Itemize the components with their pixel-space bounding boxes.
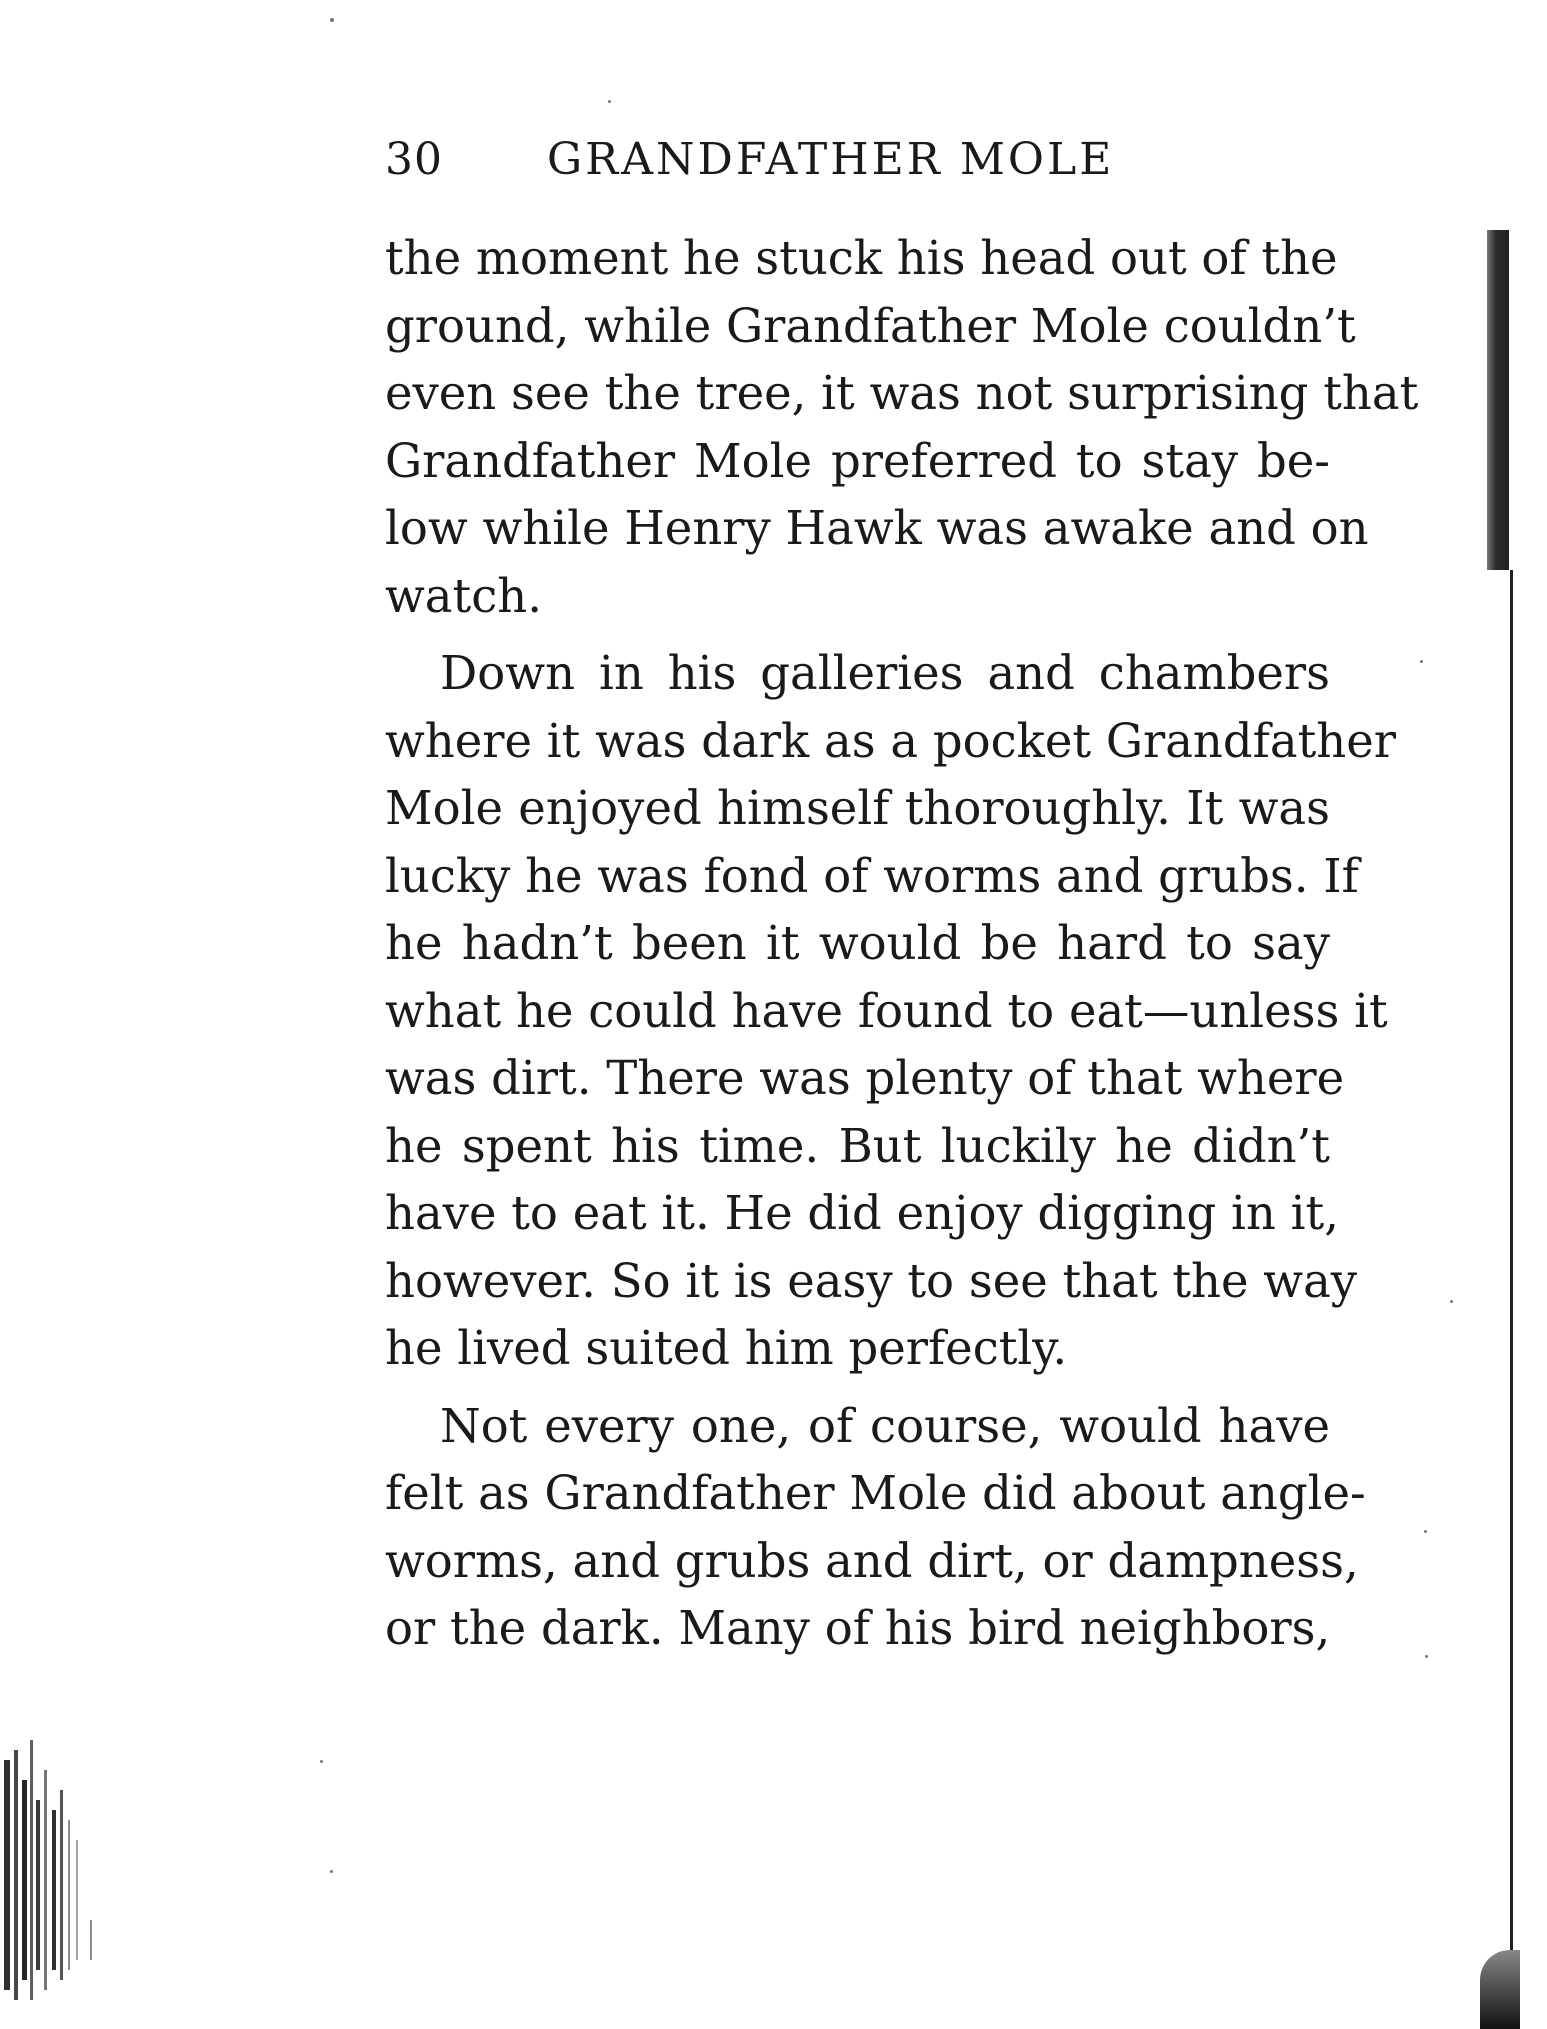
text-line: have to eat it. He did enjoy digging in it, <box>385 1186 1339 1240</box>
paragraph-3 <box>385 1393 1366 1663</box>
text-line: lucky he was fond of worms and grubs. If <box>385 848 1359 903</box>
text-line: watch. <box>385 568 542 623</box>
text-line: worms, and grubs and dirt, or dampness, <box>385 1533 1359 1588</box>
paragraph-1 <box>385 225 1419 630</box>
text-line: Mole enjoyed himself thoroughly. It was <box>385 781 1330 835</box>
paragraph-2 <box>385 640 1396 1383</box>
text-line: or the dark. Many of his bird neighbors, <box>385 1601 1331 1655</box>
page-number: 30 <box>385 134 443 185</box>
text-line: even see the tree, it was not surprising that <box>385 366 1419 420</box>
page-header <box>385 130 1345 190</box>
text-line: Grandfather Mole preferred to stay be- <box>385 433 1330 488</box>
text-line: where it was dark as a pocket Grandfather <box>385 713 1396 768</box>
binding-shadow-foot <box>1480 1950 1520 2029</box>
text-line: the moment he stuck his head out of the <box>385 231 1338 285</box>
text-line: was dirt. There was plenty of that where <box>385 1051 1345 1105</box>
text-line: ground, while Grandfather Mole couldn’t <box>385 298 1356 353</box>
text-line: however. So it is easy to see that the way <box>385 1253 1358 1308</box>
binding-edge-line <box>1510 570 1513 1950</box>
text-line: Down in his galleries and chambers <box>440 646 1330 700</box>
gutter-scan-marks <box>0 1720 110 2010</box>
text-line: he spent his time. But luckily he didn’t <box>385 1118 1330 1173</box>
body-text <box>385 225 1419 1673</box>
text-line: he lived suited him perfectly. <box>385 1321 1068 1375</box>
text-line: Not every one, of course, would have <box>440 1398 1330 1453</box>
scan-speck <box>320 1760 323 1763</box>
text-line: low while Henry Hawk was awake and on <box>385 501 1369 555</box>
scan-speck <box>330 18 334 22</box>
scan-speck <box>1424 1530 1427 1533</box>
running-head: GRANDFATHER MOLE <box>547 134 1115 185</box>
text-line: what he could have found to eat—unless it <box>385 983 1388 1038</box>
text-line: felt as Grandfather Mole did about angle- <box>385 1466 1366 1520</box>
text-line: he hadn’t been it would be hard to say <box>385 916 1330 970</box>
scan-speck <box>608 100 611 103</box>
scan-speck <box>1425 1655 1428 1658</box>
scan-speck <box>1420 660 1423 663</box>
scan-speck <box>330 1870 333 1873</box>
scan-speck <box>1450 1300 1453 1303</box>
binding-shadow-top <box>1487 230 1509 570</box>
